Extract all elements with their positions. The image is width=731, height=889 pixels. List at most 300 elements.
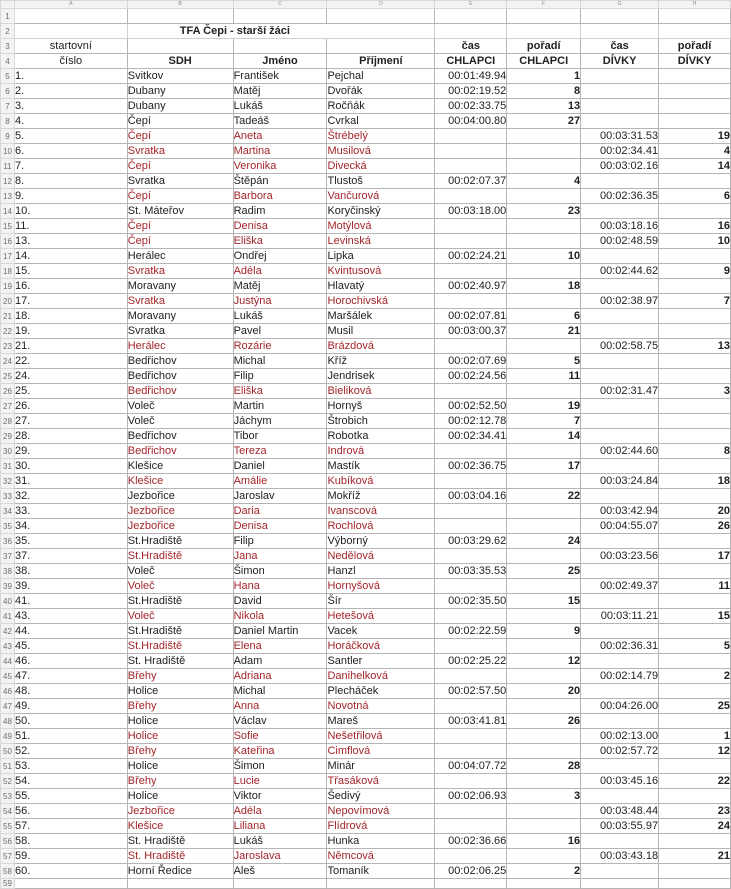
sdh-cell[interactable]: Holice <box>127 714 233 729</box>
first-name-cell[interactable]: Václav <box>233 714 327 729</box>
sdh-cell[interactable]: Klešice <box>127 474 233 489</box>
cell[interactable] <box>507 24 581 39</box>
cell[interactable] <box>327 879 435 889</box>
rank-girls-cell[interactable] <box>659 309 731 324</box>
rank-boys-cell[interactable]: 24 <box>507 534 581 549</box>
last-name-cell[interactable]: Flídrová <box>327 819 435 834</box>
start-number-cell[interactable]: 50. <box>14 714 127 729</box>
time-girls-cell[interactable] <box>581 594 659 609</box>
start-number-cell[interactable]: 48. <box>14 684 127 699</box>
time-girls-cell[interactable]: 00:04:26.00 <box>581 699 659 714</box>
row-number[interactable]: 40 <box>1 594 15 609</box>
rank-boys-cell[interactable]: 7 <box>507 414 581 429</box>
rank-boys-cell[interactable]: 12 <box>507 654 581 669</box>
rank-boys-cell[interactable]: 16 <box>507 834 581 849</box>
sdh-cell[interactable]: Klešice <box>127 819 233 834</box>
rank-boys-cell[interactable]: 23 <box>507 204 581 219</box>
rank-girls-cell[interactable]: 1 <box>659 729 731 744</box>
start-number-cell[interactable]: 31. <box>14 474 127 489</box>
first-name-cell[interactable]: Denisa <box>233 519 327 534</box>
rank-girls-cell[interactable]: 10 <box>659 234 731 249</box>
last-name-cell[interactable]: Levinská <box>327 234 435 249</box>
time-boys-cell[interactable] <box>435 144 507 159</box>
sdh-cell[interactable]: Horní Ředice <box>127 864 233 879</box>
rank-girls-cell[interactable] <box>659 594 731 609</box>
rank-boys-cell[interactable] <box>507 849 581 864</box>
start-number-cell[interactable]: 14. <box>14 249 127 264</box>
rank-girls-cell[interactable]: 5 <box>659 639 731 654</box>
start-number-cell[interactable]: 45. <box>14 639 127 654</box>
last-name-cell[interactable]: Štrobich <box>327 414 435 429</box>
sdh-cell[interactable]: Dubany <box>127 84 233 99</box>
rank-girls-cell[interactable] <box>659 414 731 429</box>
rank-boys-cell[interactable] <box>507 699 581 714</box>
sdh-cell[interactable]: Břehy <box>127 699 233 714</box>
row-number[interactable]: 8 <box>1 114 15 129</box>
sdh-cell[interactable]: Svratka <box>127 174 233 189</box>
row-number[interactable]: 19 <box>1 279 15 294</box>
sdh-cell[interactable]: St. Hradiště <box>127 849 233 864</box>
start-number-cell[interactable]: 15. <box>14 264 127 279</box>
column-header-d[interactable]: D <box>327 1 435 9</box>
start-number-cell[interactable]: 60. <box>14 864 127 879</box>
row-number[interactable]: 14 <box>1 204 15 219</box>
time-boys-cell[interactable] <box>435 744 507 759</box>
row-number[interactable]: 26 <box>1 384 15 399</box>
start-number-cell[interactable]: 6. <box>14 144 127 159</box>
first-name-cell[interactable]: Jana <box>233 549 327 564</box>
last-name-cell[interactable]: Rochlová <box>327 519 435 534</box>
time-girls-cell[interactable]: 00:03:24.84 <box>581 474 659 489</box>
start-number-cell[interactable]: 43. <box>14 609 127 624</box>
rank-boys-cell[interactable] <box>507 444 581 459</box>
time-girls-cell[interactable] <box>581 459 659 474</box>
time-boys-cell[interactable] <box>435 669 507 684</box>
sheet-title[interactable]: TFA Čepi - starší žáci <box>127 24 435 39</box>
rank-girls-cell[interactable]: 22 <box>659 774 731 789</box>
first-name-cell[interactable]: Tadeáš <box>233 114 327 129</box>
start-number-cell[interactable]: 19. <box>14 324 127 339</box>
last-name-cell[interactable]: Hornyšová <box>327 579 435 594</box>
rank-boys-cell[interactable] <box>507 219 581 234</box>
sdh-cell[interactable]: Holice <box>127 759 233 774</box>
rank-girls-cell[interactable]: 3 <box>659 384 731 399</box>
header-time-girls[interactable]: DÍVKY <box>581 54 659 69</box>
start-number-cell[interactable]: 35. <box>14 534 127 549</box>
cell[interactable] <box>14 9 127 24</box>
row-number[interactable]: 4 <box>1 54 15 69</box>
first-name-cell[interactable]: Eliška <box>233 384 327 399</box>
last-name-cell[interactable]: Pejchal <box>327 69 435 84</box>
row-number[interactable]: 10 <box>1 144 15 159</box>
rank-girls-cell[interactable] <box>659 84 731 99</box>
rank-girls-cell[interactable]: 7 <box>659 294 731 309</box>
cell[interactable] <box>507 9 581 24</box>
time-girls-cell[interactable] <box>581 69 659 84</box>
rank-girls-cell[interactable] <box>659 759 731 774</box>
time-boys-cell[interactable]: 00:01:49.94 <box>435 69 507 84</box>
cell[interactable] <box>659 24 731 39</box>
last-name-cell[interactable]: Lipka <box>327 249 435 264</box>
row-number[interactable]: 13 <box>1 189 15 204</box>
time-boys-cell[interactable] <box>435 339 507 354</box>
time-girls-cell[interactable]: 00:02:48.59 <box>581 234 659 249</box>
time-boys-cell[interactable]: 00:02:25.22 <box>435 654 507 669</box>
first-name-cell[interactable]: Justýna <box>233 294 327 309</box>
time-boys-cell[interactable]: 00:04:00.80 <box>435 114 507 129</box>
time-boys-cell[interactable]: 00:02:19.52 <box>435 84 507 99</box>
first-name-cell[interactable]: Jaroslav <box>233 489 327 504</box>
start-number-cell[interactable]: 11. <box>14 219 127 234</box>
row-number[interactable]: 54 <box>1 804 15 819</box>
rank-girls-cell[interactable]: 16 <box>659 219 731 234</box>
rank-boys-cell[interactable] <box>507 159 581 174</box>
rank-boys-cell[interactable] <box>507 189 581 204</box>
last-name-cell[interactable]: Ivanscová <box>327 504 435 519</box>
time-boys-cell[interactable]: 00:02:34.41 <box>435 429 507 444</box>
time-boys-cell[interactable] <box>435 549 507 564</box>
rank-girls-cell[interactable] <box>659 684 731 699</box>
time-boys-cell[interactable] <box>435 444 507 459</box>
rank-boys-cell[interactable]: 18 <box>507 279 581 294</box>
rank-boys-cell[interactable]: 26 <box>507 714 581 729</box>
time-girls-cell[interactable] <box>581 174 659 189</box>
start-number-cell[interactable]: 47. <box>14 669 127 684</box>
sdh-cell[interactable]: Svratka <box>127 324 233 339</box>
sdh-cell[interactable]: Břehy <box>127 744 233 759</box>
start-number-cell[interactable]: 52. <box>14 744 127 759</box>
first-name-cell[interactable]: Daria <box>233 504 327 519</box>
column-header-a[interactable]: A <box>14 1 127 9</box>
rank-girls-cell[interactable] <box>659 99 731 114</box>
sdh-cell[interactable]: Bedřichov <box>127 369 233 384</box>
first-name-cell[interactable]: Lukáš <box>233 99 327 114</box>
first-name-cell[interactable]: Šimon <box>233 564 327 579</box>
time-girls-cell[interactable] <box>581 624 659 639</box>
time-girls-cell[interactable]: 00:02:36.35 <box>581 189 659 204</box>
time-boys-cell[interactable] <box>435 129 507 144</box>
row-number[interactable]: 37 <box>1 549 15 564</box>
time-girls-cell[interactable]: 00:03:11.21 <box>581 609 659 624</box>
column-header-h[interactable]: H <box>659 1 731 9</box>
time-girls-cell[interactable]: 00:02:57.72 <box>581 744 659 759</box>
first-name-cell[interactable]: Denisa <box>233 219 327 234</box>
row-number[interactable]: 6 <box>1 84 15 99</box>
sdh-cell[interactable]: St. Hradiště <box>127 834 233 849</box>
time-girls-cell[interactable] <box>581 114 659 129</box>
rank-boys-cell[interactable]: 27 <box>507 114 581 129</box>
last-name-cell[interactable]: Nedělová <box>327 549 435 564</box>
start-number-cell[interactable]: 46. <box>14 654 127 669</box>
first-name-cell[interactable]: Radim <box>233 204 327 219</box>
row-number[interactable]: 46 <box>1 684 15 699</box>
rank-girls-cell[interactable] <box>659 564 731 579</box>
rank-girls-cell[interactable] <box>659 279 731 294</box>
last-name-cell[interactable]: Koryčinský <box>327 204 435 219</box>
time-boys-cell[interactable] <box>435 609 507 624</box>
last-name-cell[interactable]: Minár <box>327 759 435 774</box>
time-girls-cell[interactable] <box>581 414 659 429</box>
first-name-cell[interactable]: Lukáš <box>233 309 327 324</box>
first-name-cell[interactable]: Eliška <box>233 234 327 249</box>
first-name-cell[interactable]: Lukáš <box>233 834 327 849</box>
time-boys-cell[interactable]: 00:02:24.21 <box>435 249 507 264</box>
time-girls-cell[interactable] <box>581 399 659 414</box>
first-name-cell[interactable]: Hana <box>233 579 327 594</box>
row-number[interactable]: 48 <box>1 714 15 729</box>
start-number-cell[interactable]: 18. <box>14 309 127 324</box>
rank-boys-cell[interactable] <box>507 144 581 159</box>
sdh-cell[interactable]: St.Hradiště <box>127 549 233 564</box>
last-name-cell[interactable]: Musil <box>327 324 435 339</box>
time-boys-cell[interactable]: 00:02:35.50 <box>435 594 507 609</box>
start-number-cell[interactable]: 53. <box>14 759 127 774</box>
rank-boys-cell[interactable] <box>507 264 581 279</box>
time-girls-cell[interactable]: 00:02:31.47 <box>581 384 659 399</box>
header-start-number-line1[interactable]: startovní <box>14 39 127 54</box>
first-name-cell[interactable]: Barbora <box>233 189 327 204</box>
row-number[interactable]: 27 <box>1 399 15 414</box>
time-boys-cell[interactable] <box>435 264 507 279</box>
last-name-cell[interactable]: Cvrkal <box>327 114 435 129</box>
rank-boys-cell[interactable] <box>507 804 581 819</box>
start-number-cell[interactable]: 5. <box>14 129 127 144</box>
time-girls-cell[interactable] <box>581 534 659 549</box>
sdh-cell[interactable]: St. Máteřov <box>127 204 233 219</box>
sdh-cell[interactable]: Jezbořice <box>127 519 233 534</box>
sdh-cell[interactable]: Břehy <box>127 774 233 789</box>
cell[interactable] <box>327 9 435 24</box>
rank-boys-cell[interactable]: 4 <box>507 174 581 189</box>
time-girls-cell[interactable] <box>581 84 659 99</box>
time-boys-cell[interactable] <box>435 819 507 834</box>
last-name-cell[interactable]: Mareš <box>327 714 435 729</box>
last-name-cell[interactable]: Výborný <box>327 534 435 549</box>
start-number-cell[interactable]: 3. <box>14 99 127 114</box>
sdh-cell[interactable]: Svratka <box>127 264 233 279</box>
first-name-cell[interactable]: Tibor <box>233 429 327 444</box>
start-number-cell[interactable]: 37. <box>14 549 127 564</box>
row-number[interactable]: 42 <box>1 624 15 639</box>
sdh-cell[interactable]: Moravany <box>127 279 233 294</box>
row-number[interactable]: 43 <box>1 639 15 654</box>
time-boys-cell[interactable] <box>435 504 507 519</box>
last-name-cell[interactable]: Horochivská <box>327 294 435 309</box>
time-girls-cell[interactable] <box>581 249 659 264</box>
start-number-cell[interactable]: 57. <box>14 819 127 834</box>
start-number-cell[interactable]: 39. <box>14 579 127 594</box>
row-number[interactable]: 5 <box>1 69 15 84</box>
start-number-cell[interactable]: 26. <box>14 399 127 414</box>
time-girls-cell[interactable] <box>581 684 659 699</box>
rank-boys-cell[interactable] <box>507 819 581 834</box>
time-girls-cell[interactable]: 00:03:23.56 <box>581 549 659 564</box>
start-number-cell[interactable]: 4. <box>14 114 127 129</box>
time-boys-cell[interactable]: 00:02:24.56 <box>435 369 507 384</box>
first-name-cell[interactable]: Aneta <box>233 129 327 144</box>
row-number[interactable]: 32 <box>1 474 15 489</box>
time-boys-cell[interactable]: 00:02:06.93 <box>435 789 507 804</box>
time-boys-cell[interactable]: 00:02:07.69 <box>435 354 507 369</box>
last-name-cell[interactable]: Novotná <box>327 699 435 714</box>
time-girls-cell[interactable]: 00:02:14.79 <box>581 669 659 684</box>
header-sdh[interactable]: SDH <box>127 54 233 69</box>
first-name-cell[interactable]: Matěj <box>233 84 327 99</box>
time-girls-cell[interactable]: 00:02:58.75 <box>581 339 659 354</box>
sdh-cell[interactable]: Svitkov <box>127 69 233 84</box>
rank-boys-cell[interactable]: 28 <box>507 759 581 774</box>
first-name-cell[interactable]: David <box>233 594 327 609</box>
rank-girls-cell[interactable] <box>659 354 731 369</box>
row-number[interactable]: 30 <box>1 444 15 459</box>
rank-boys-cell[interactable] <box>507 294 581 309</box>
rank-boys-cell[interactable]: 8 <box>507 84 581 99</box>
time-boys-cell[interactable]: 00:04:07.72 <box>435 759 507 774</box>
column-header-b[interactable]: B <box>127 1 233 9</box>
cell[interactable] <box>127 879 233 889</box>
row-number[interactable]: 41 <box>1 609 15 624</box>
sdh-cell[interactable]: Voleč <box>127 564 233 579</box>
rank-boys-cell[interactable] <box>507 669 581 684</box>
start-number-cell[interactable]: 7. <box>14 159 127 174</box>
time-boys-cell[interactable]: 00:02:06.25 <box>435 864 507 879</box>
row-number[interactable]: 56 <box>1 834 15 849</box>
start-number-cell[interactable]: 41. <box>14 594 127 609</box>
last-name-cell[interactable]: Robotka <box>327 429 435 444</box>
row-number[interactable]: 20 <box>1 294 15 309</box>
sdh-cell[interactable]: Bedřichov <box>127 384 233 399</box>
rank-boys-cell[interactable]: 3 <box>507 789 581 804</box>
rank-girls-cell[interactable]: 8 <box>659 444 731 459</box>
sdh-cell[interactable]: Bedřichov <box>127 354 233 369</box>
cell[interactable] <box>435 879 507 889</box>
select-all-corner[interactable] <box>1 1 15 9</box>
start-number-cell[interactable]: 9. <box>14 189 127 204</box>
time-girls-cell[interactable]: 00:03:43.18 <box>581 849 659 864</box>
rank-girls-cell[interactable] <box>659 864 731 879</box>
first-name-cell[interactable]: Daniel <box>233 459 327 474</box>
start-number-cell[interactable]: 28. <box>14 429 127 444</box>
row-number[interactable]: 17 <box>1 249 15 264</box>
rank-boys-cell[interactable]: 15 <box>507 594 581 609</box>
time-boys-cell[interactable]: 00:02:36.66 <box>435 834 507 849</box>
rank-girls-cell[interactable]: 6 <box>659 189 731 204</box>
time-girls-cell[interactable] <box>581 204 659 219</box>
time-girls-cell[interactable]: 00:03:42.94 <box>581 504 659 519</box>
rank-girls-cell[interactable]: 24 <box>659 819 731 834</box>
row-number[interactable]: 33 <box>1 489 15 504</box>
first-name-cell[interactable]: Elena <box>233 639 327 654</box>
cell[interactable] <box>507 879 581 889</box>
row-number[interactable]: 7 <box>1 99 15 114</box>
last-name-cell[interactable]: Indrová <box>327 444 435 459</box>
rank-girls-cell[interactable] <box>659 429 731 444</box>
time-boys-cell[interactable]: 00:02:57.50 <box>435 684 507 699</box>
start-number-cell[interactable]: 30. <box>14 459 127 474</box>
row-number[interactable]: 53 <box>1 789 15 804</box>
rank-boys-cell[interactable] <box>507 339 581 354</box>
time-boys-cell[interactable] <box>435 219 507 234</box>
first-name-cell[interactable]: Sofie <box>233 729 327 744</box>
row-number[interactable]: 22 <box>1 324 15 339</box>
header-rank-boys-line1[interactable]: pořadí <box>507 39 581 54</box>
time-girls-cell[interactable] <box>581 279 659 294</box>
last-name-cell[interactable]: Danihelková <box>327 669 435 684</box>
start-number-cell[interactable]: 58. <box>14 834 127 849</box>
start-number-cell[interactable]: 8. <box>14 174 127 189</box>
row-number[interactable]: 50 <box>1 744 15 759</box>
start-number-cell[interactable]: 16. <box>14 279 127 294</box>
sdh-cell[interactable]: Čepí <box>127 189 233 204</box>
time-girls-cell[interactable] <box>581 369 659 384</box>
cell[interactable] <box>659 9 731 24</box>
start-number-cell[interactable]: 38. <box>14 564 127 579</box>
cell[interactable] <box>127 9 233 24</box>
rank-boys-cell[interactable]: 5 <box>507 354 581 369</box>
start-number-cell[interactable]: 59. <box>14 849 127 864</box>
first-name-cell[interactable]: Lucie <box>233 774 327 789</box>
first-name-cell[interactable]: Jaroslava <box>233 849 327 864</box>
time-boys-cell[interactable]: 00:02:07.37 <box>435 174 507 189</box>
row-number[interactable]: 9 <box>1 129 15 144</box>
rank-girls-cell[interactable]: 26 <box>659 519 731 534</box>
rank-girls-cell[interactable] <box>659 324 731 339</box>
rank-girls-cell[interactable]: 17 <box>659 549 731 564</box>
last-name-cell[interactable]: Nepovímová <box>327 804 435 819</box>
sdh-cell[interactable]: Herálec <box>127 249 233 264</box>
last-name-cell[interactable]: Musilová <box>327 144 435 159</box>
time-girls-cell[interactable] <box>581 654 659 669</box>
time-girls-cell[interactable]: 00:03:55.97 <box>581 819 659 834</box>
cell[interactable] <box>581 9 659 24</box>
time-girls-cell[interactable] <box>581 324 659 339</box>
time-boys-cell[interactable] <box>435 804 507 819</box>
time-girls-cell[interactable]: 00:02:44.62 <box>581 264 659 279</box>
rank-girls-cell[interactable]: 15 <box>659 609 731 624</box>
column-header-e[interactable]: E <box>435 1 507 9</box>
first-name-cell[interactable]: Kateřina <box>233 744 327 759</box>
rank-boys-cell[interactable] <box>507 549 581 564</box>
row-number[interactable]: 38 <box>1 564 15 579</box>
time-boys-cell[interactable]: 00:03:18.00 <box>435 204 507 219</box>
last-name-cell[interactable]: Motýlová <box>327 219 435 234</box>
first-name-cell[interactable]: Filip <box>233 534 327 549</box>
row-number[interactable]: 29 <box>1 429 15 444</box>
first-name-cell[interactable]: Adriana <box>233 669 327 684</box>
row-number[interactable]: 3 <box>1 39 15 54</box>
time-girls-cell[interactable] <box>581 864 659 879</box>
first-name-cell[interactable]: Michal <box>233 684 327 699</box>
sdh-cell[interactable]: Svratka <box>127 144 233 159</box>
rank-girls-cell[interactable] <box>659 534 731 549</box>
time-girls-cell[interactable] <box>581 759 659 774</box>
rank-boys-cell[interactable]: 6 <box>507 309 581 324</box>
row-number[interactable]: 12 <box>1 174 15 189</box>
last-name-cell[interactable]: Šedivý <box>327 789 435 804</box>
time-boys-cell[interactable]: 00:02:33.75 <box>435 99 507 114</box>
rank-girls-cell[interactable] <box>659 369 731 384</box>
first-name-cell[interactable]: Štěpán <box>233 174 327 189</box>
last-name-cell[interactable]: Třasáková <box>327 774 435 789</box>
first-name-cell[interactable]: Amálie <box>233 474 327 489</box>
rank-girls-cell[interactable] <box>659 489 731 504</box>
first-name-cell[interactable]: Matěj <box>233 279 327 294</box>
row-number[interactable]: 36 <box>1 534 15 549</box>
time-girls-cell[interactable]: 00:03:48.44 <box>581 804 659 819</box>
first-name-cell[interactable]: Pavel <box>233 324 327 339</box>
row-number[interactable]: 52 <box>1 774 15 789</box>
first-name-cell[interactable]: Šimon <box>233 759 327 774</box>
